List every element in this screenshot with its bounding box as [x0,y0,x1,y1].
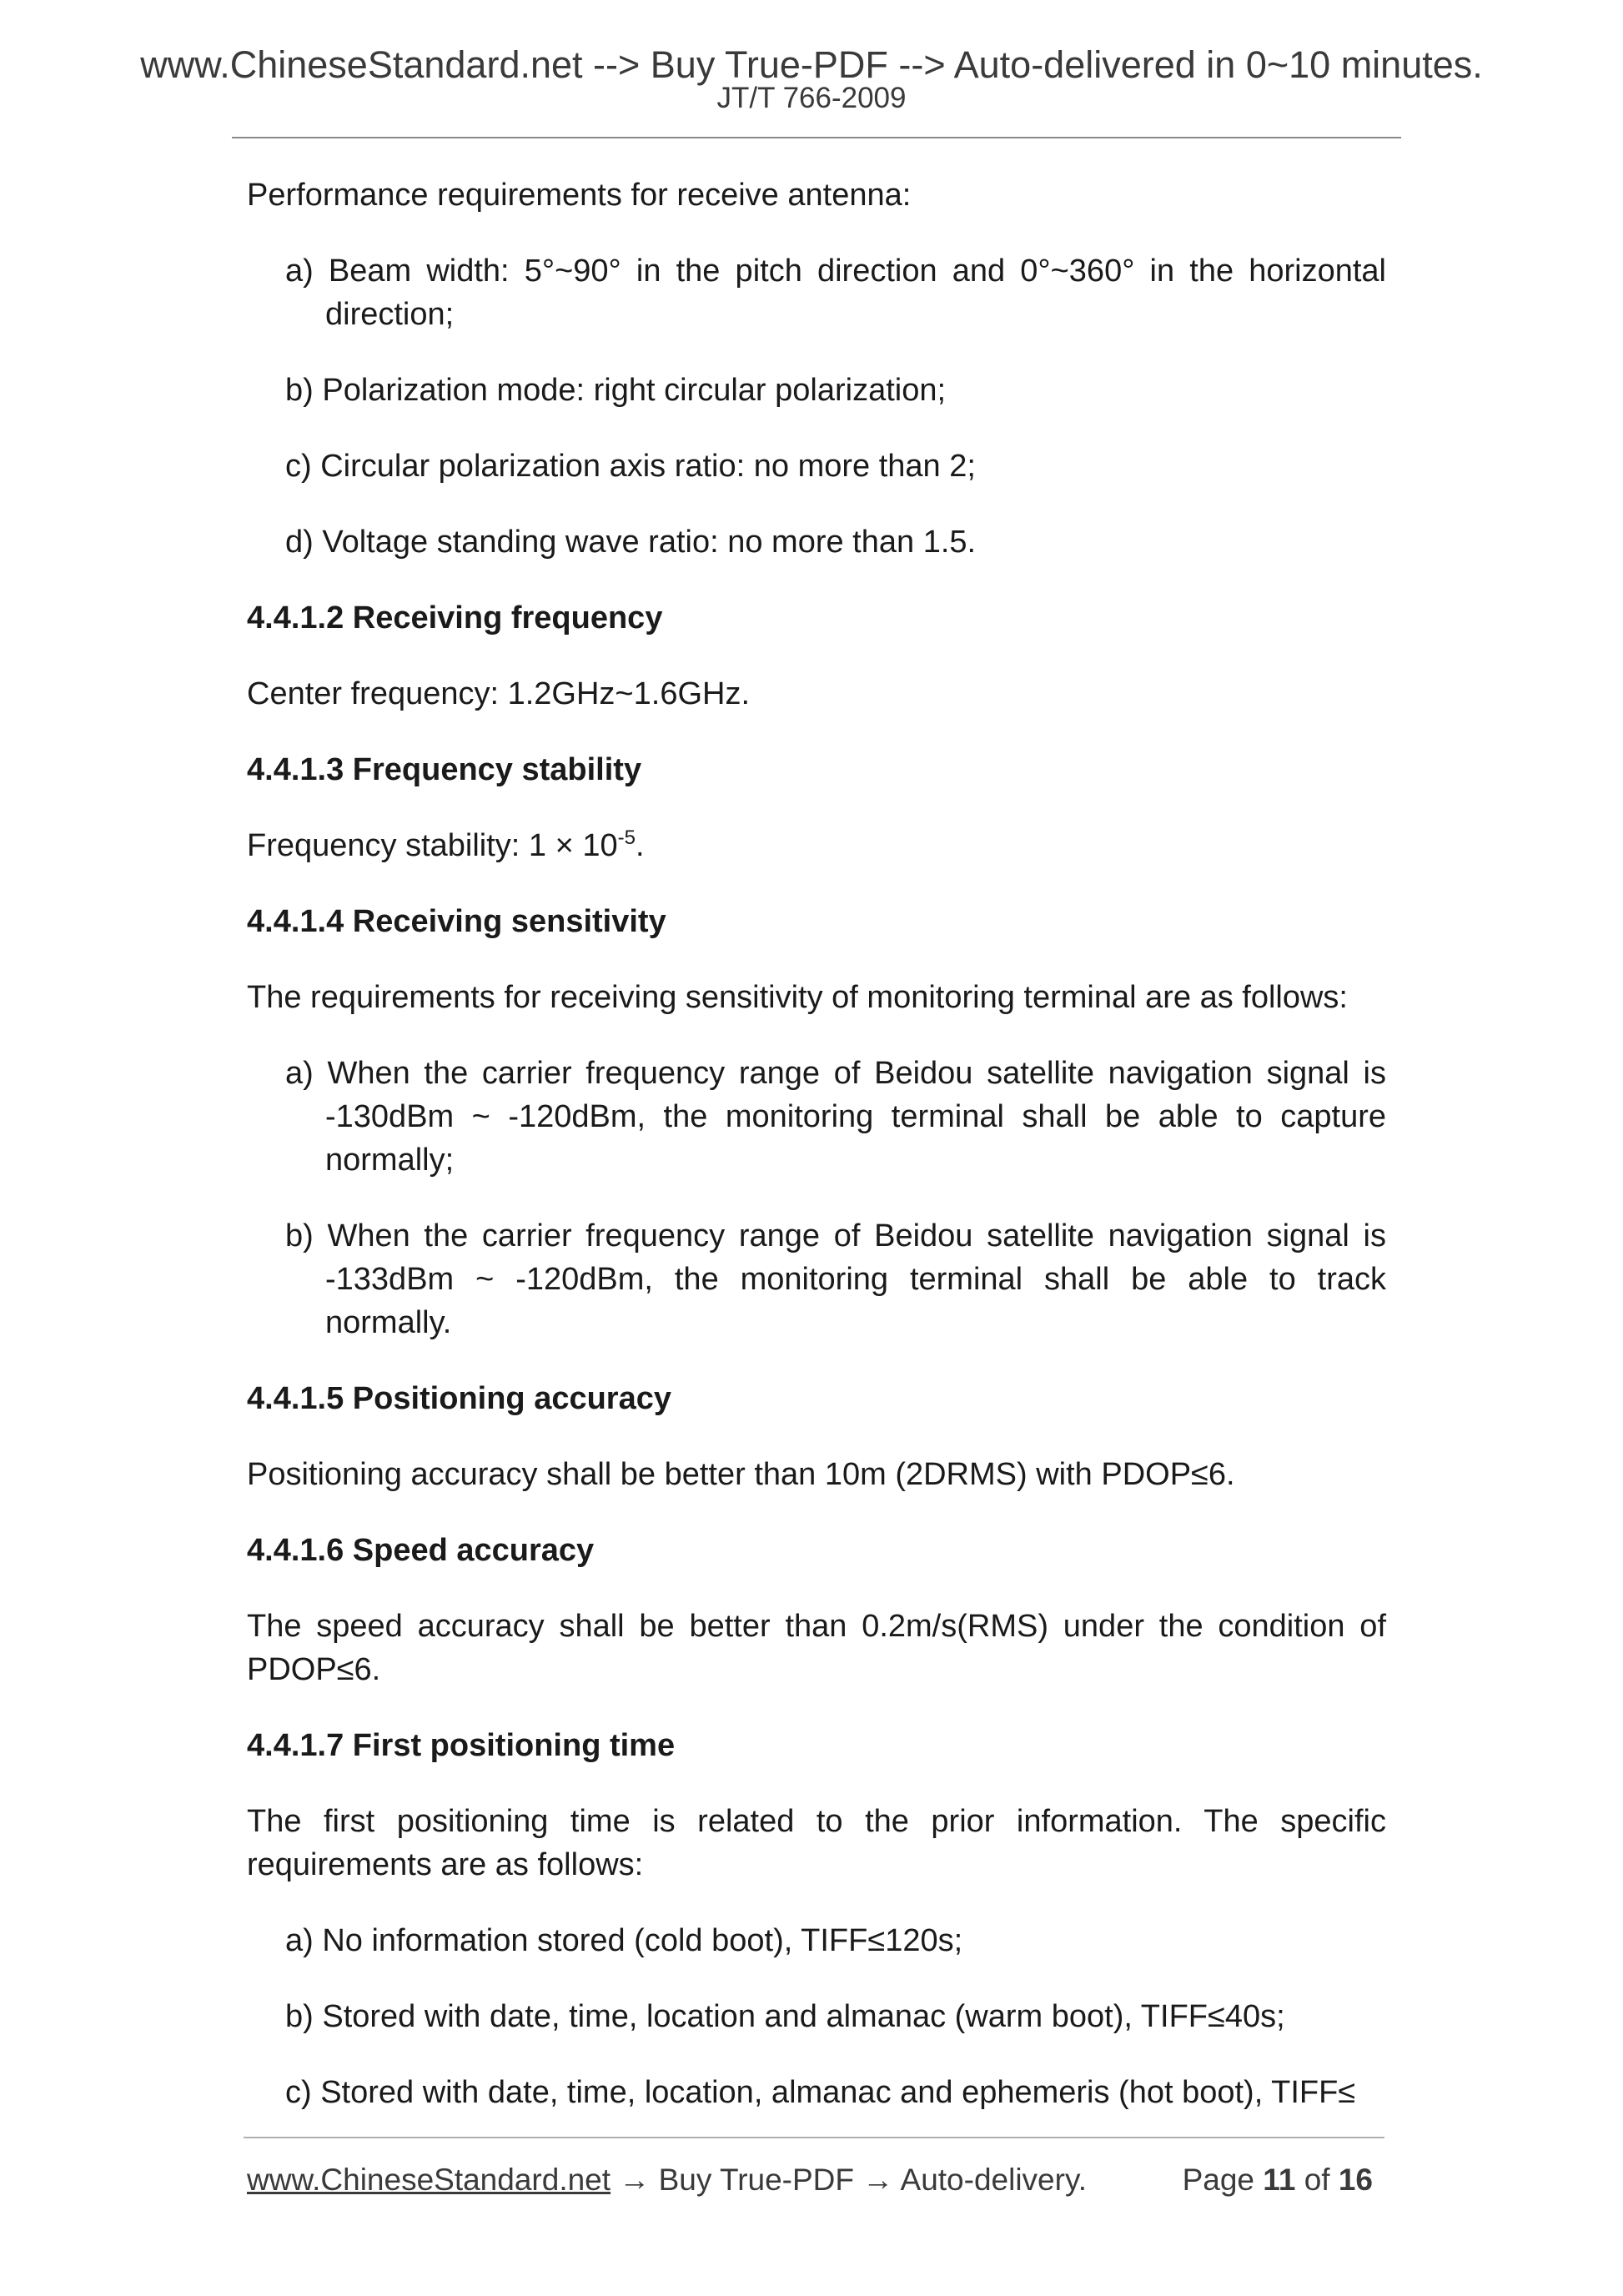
section-heading: 4.4.1.5 Positioning accuracy [247,1381,671,1416]
section-heading: 4.4.1.7 First positioning time [247,1728,676,1763]
list-item: a) When the carrier frequency range of Beidou satellite navigation signal is -130dBm ~ -120dBm, the monitoring terminal shall be able to capture normally; [285,1056,1386,1178]
antenna-intro: Performance requirements for receive antenna: [247,178,912,213]
section-text [247,824,1386,867]
page-number: 11 [1263,2163,1296,2197]
list-item: b) Polarization mode: right circular polarization; [285,373,947,408]
footer-site-link[interactable]: www.ChineseStandard.net [247,2163,611,2197]
page-footer [247,2158,1384,2202]
section-heading: 4.4.1.2 Receiving frequency [247,600,663,636]
section-heading: 4.4.1.6 Speed accuracy [247,1533,595,1568]
page-total: 16 [1338,2163,1373,2197]
section-heading: 4.4.1.4 Receiving sensitivity [247,904,666,939]
header-divider [232,137,1401,138]
stability-exponent: -5 [617,826,636,849]
footer-promo [247,2158,1087,2202]
footer-tagline: → Buy True-PDF → Auto-delivery. [611,2163,1087,2197]
list-item: c) Circular polarization axis ratio: no more than 2; [285,449,976,484]
section-text: Positioning accuracy shall be better than 10m (2DRMS) with PDOP≤6. [247,1457,1235,1492]
list-item: a) Beam width: 5°~90° in the pitch direction and 0°~360° in the horizontal direction; [285,254,1386,332]
list-item: b) Stored with date, time, location and almanac (warm boot), TIFF≤40s; [285,1999,1285,2034]
section-heading: 4.4.1.3 Frequency stability [247,752,642,787]
footer-divider [244,2137,1384,2138]
list-item: a) No information stored (cold boot), TIFF≤120s; [285,1923,963,1958]
section-text: Center frequency: 1.2GHz~1.6GHz. [247,676,751,711]
stability-prefix: Frequency stability: 1 × 10 [247,828,618,863]
section-text: The speed accuracy shall be better than 0.2m/s(RMS) under the condition of PDOP≤6. [247,1609,1386,1687]
stability-suffix: . [635,828,645,863]
section-text: The first positioning time is related to the prior information. The specific requirements are as follows: [247,1804,1386,1882]
document-number: JT/T 766-2009 [716,82,907,114]
list-item: b) When the carrier frequency range of Beidou satellite navigation signal is -133dBm ~ -120dBm, the monitoring terminal shall be able to track normally. [285,1218,1386,1340]
site-banner: www.ChineseStandard.net --> Buy True-PDF --> Auto-delivered in 0~10 minutes. [140,43,1483,86]
page-label: Page [1182,2163,1255,2197]
of-label: of [1304,2163,1330,2197]
page-indicator [1183,2158,1373,2202]
list-item: c) Stored with date, time, location, almanac and ephemeris (hot boot), TIFF≤ [285,2075,1356,2110]
document-body [247,173,1386,2147]
list-item: d) Voltage standing wave ratio: no more than 1.5. [285,525,977,560]
section-text: The requirements for receiving sensitivity of monitoring terminal are as follows: [247,980,1348,1015]
